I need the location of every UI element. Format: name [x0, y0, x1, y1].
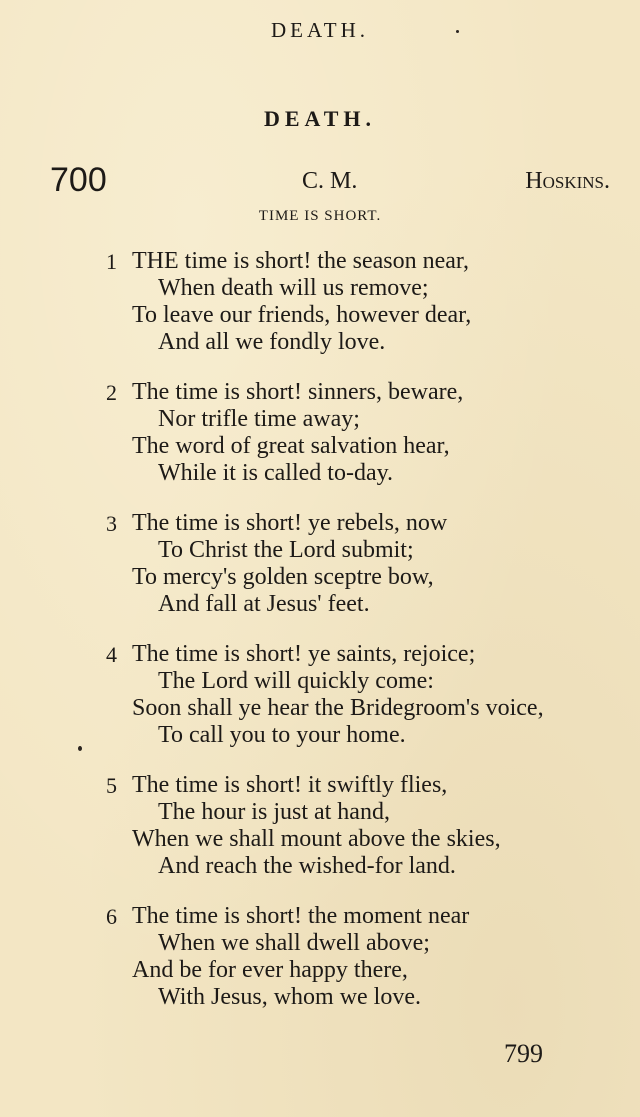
section-title: DEATH.: [263, 106, 377, 131]
running-head: DEATH.: [270, 18, 370, 42]
page-number: 799: [504, 1039, 543, 1068]
verse-line: Nor trifle time away;: [158, 406, 360, 432]
verse-line: When we shall mount above the skies,: [132, 826, 501, 852]
verse-3: [0, 510, 640, 641]
hymn-number: 700: [50, 161, 107, 199]
verse-5: [0, 772, 640, 903]
verse-number: 4: [106, 642, 117, 667]
hymn-meter: C. M.: [302, 168, 358, 194]
tune-name: Hoskins.: [525, 168, 610, 194]
verse-number: 2: [106, 380, 117, 405]
verses: [0, 248, 640, 1034]
verse-line: When death will us remove;: [158, 275, 429, 301]
verse-number: 3: [106, 511, 117, 536]
verse-line: When we shall dwell above;: [158, 930, 430, 956]
verse-line: To call you to your home.: [158, 722, 406, 748]
verse-line: With Jesus, whom we love.: [158, 984, 422, 1010]
verse-line: And all we fondly love.: [158, 329, 386, 355]
verse-line: The word of great salvation hear,: [132, 433, 450, 459]
verse-line: And be for ever happy there,: [132, 957, 408, 983]
verse-line: THE time is short! the season near,: [132, 248, 469, 274]
verse-line: The time is short! ye saints, rejoice;: [132, 641, 476, 667]
verse-6: [0, 903, 640, 1034]
verse-line: To leave our friends, however dear,: [132, 302, 472, 328]
ink-speck: [78, 746, 82, 751]
verse-line: While it is called to-day.: [158, 460, 394, 486]
ink-speck: [456, 30, 459, 33]
verse-line: The Lord will quickly come:: [158, 668, 434, 694]
verse-1: [0, 248, 640, 379]
verse-number: 1: [106, 249, 117, 274]
hymn-subtitle: TIME IS SHORT.: [258, 208, 382, 224]
verse-2: [0, 379, 640, 510]
verse-number: 5: [106, 773, 117, 798]
verse-line: The time is short! sinners, beware,: [132, 379, 464, 405]
verse-number: 6: [106, 904, 117, 929]
verse-line: Soon shall ye hear the Bridegroom's voice,: [132, 695, 544, 721]
verse-line: And reach the wished-for land.: [158, 853, 456, 879]
verse-line: To Christ the Lord submit;: [158, 537, 414, 563]
verse-line: The time is short! the moment near: [132, 903, 470, 929]
verse-line: The time is short! ye rebels, now: [132, 510, 448, 536]
verse-4: [0, 641, 640, 772]
verse-line: And fall at Jesus' feet.: [158, 591, 370, 617]
verse-line: The hour is just at hand,: [158, 799, 390, 825]
verse-line: The time is short! it swiftly flies,: [132, 772, 448, 798]
verse-line: To mercy's golden sceptre bow,: [132, 564, 434, 590]
